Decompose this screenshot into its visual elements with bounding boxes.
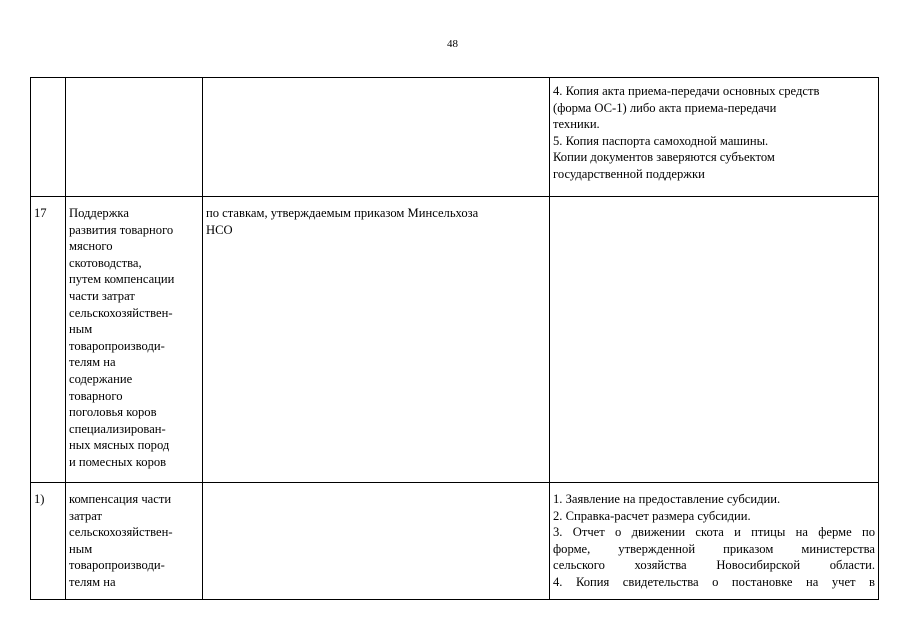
- name-line: путем компенсации: [69, 272, 175, 287]
- name-line: телям на: [69, 355, 116, 370]
- name-line: затрат: [69, 508, 102, 523]
- subsidy-table: [30, 77, 879, 600]
- rate-line: НСО: [206, 222, 233, 237]
- table-row: [31, 197, 879, 483]
- name-line: ных мясных пород: [69, 438, 170, 453]
- name-line: товаропроизводи-: [69, 338, 165, 353]
- page-number: 48: [447, 38, 458, 50]
- doc-line: 4. Копия акта приема-передачи основных средств: [553, 84, 820, 98]
- doc-line: 2. Справка-расчет размера субсидии.: [553, 508, 751, 523]
- cell-measure-name: [66, 483, 203, 600]
- cell-number: 1): [31, 483, 66, 600]
- name-line: части затрат: [69, 288, 135, 303]
- rate-line: по ставкам, утверждаемым приказом Минсельхоза: [206, 206, 479, 220]
- cell-documents: [550, 78, 879, 197]
- name-line: скотоводства,: [69, 255, 142, 270]
- doc-line: государственной поддержки: [553, 166, 705, 181]
- doc-line: сельского хозяйства Новосибирской области.: [553, 558, 875, 573]
- doc-line: 5. Копия паспорта самоходной машины.: [553, 133, 769, 148]
- name-line: развития товарного: [69, 222, 174, 237]
- cell-number: [31, 78, 66, 197]
- name-line: Поддержка: [69, 206, 129, 220]
- cell-rate: [203, 197, 550, 483]
- cell-rate: [203, 483, 550, 600]
- name-line: товаропроизводи-: [69, 558, 165, 573]
- name-line: товарного: [69, 388, 123, 403]
- name-line: поголовья коров: [69, 405, 157, 420]
- cell-number: 17: [31, 197, 66, 483]
- doc-line: 1. Заявление на предоставление субсидии.: [553, 492, 781, 506]
- table-row: [31, 78, 879, 197]
- cell-documents: [550, 483, 879, 600]
- cell-rate: [203, 78, 550, 197]
- table-row: [31, 483, 879, 600]
- cell-documents: [550, 197, 879, 483]
- name-line: мясного: [69, 239, 113, 254]
- doc-line: (форма ОС-1) либо акта приема-передачи: [553, 100, 777, 115]
- name-line: телям на: [69, 574, 116, 589]
- name-line: сельскохозяйствен-: [69, 525, 173, 540]
- name-line: ным: [69, 541, 93, 556]
- name-line: специализирован-: [69, 421, 166, 436]
- doc-line: техники.: [553, 117, 600, 132]
- name-line: и помесных коров: [69, 454, 167, 469]
- cell-measure-name: [66, 78, 203, 197]
- cell-measure-name: [66, 197, 203, 483]
- doc-line: форме, утвержденной приказом министерства: [553, 541, 875, 556]
- doc-line: Копии документов заверяются субъектом: [553, 150, 775, 165]
- name-line: сельскохозяйствен-: [69, 305, 173, 320]
- doc-line: 4. Копия свидетельства о постановке на учет в: [553, 574, 875, 589]
- name-line: содержание: [69, 371, 133, 386]
- name-line: компенсация части: [69, 492, 172, 506]
- name-line: ным: [69, 322, 93, 337]
- doc-line: 3. Отчет о движении скота и птицы на ферме по: [553, 525, 875, 540]
